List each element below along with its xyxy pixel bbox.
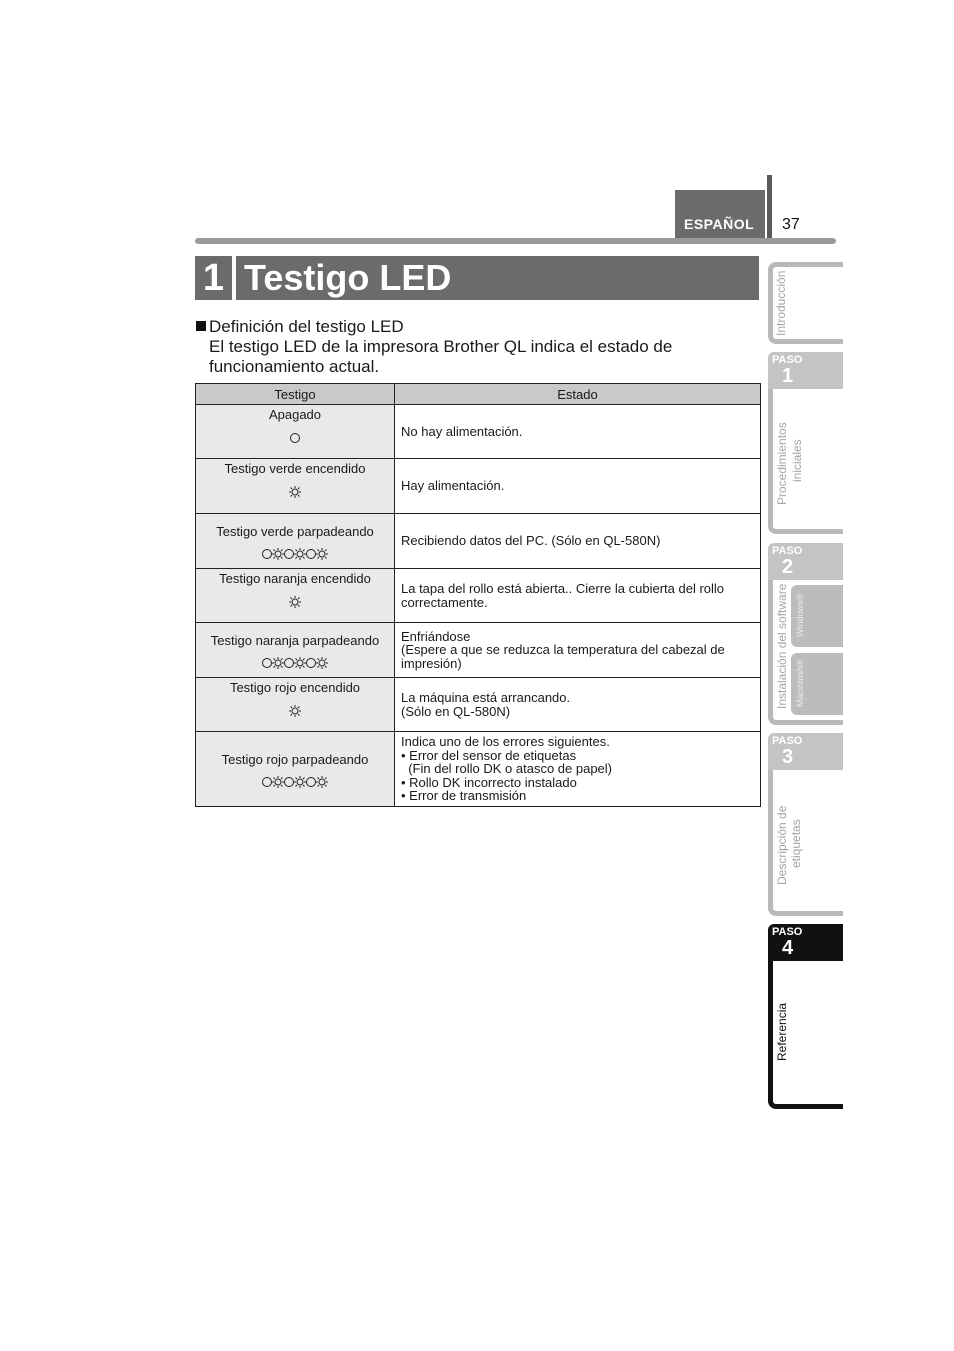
state-text: • Error de transmisión <box>401 788 527 804</box>
led-indicator-icons <box>196 430 394 444</box>
paso-2-label: Instalación del software <box>775 583 789 709</box>
state-text: (Fin del rollo DK o atasco de papel) <box>401 761 612 777</box>
led-cell <box>196 514 395 569</box>
language-label: ESPAÑOL <box>675 190 765 238</box>
led-cell <box>196 405 395 459</box>
state-cell <box>395 623 761 678</box>
paso-3-label-2: etiquetas <box>789 819 803 868</box>
state-text: La tapa del rollo está abierta.. Cierre la cubierta del rollo <box>401 580 725 596</box>
header-divider <box>767 175 772 243</box>
state-text: (Espere a que se reduzca la temperatura del cabezal de <box>401 642 725 658</box>
column-header-state: Estado <box>395 384 761 405</box>
paso-4-label: Referencia <box>775 1002 789 1061</box>
state-text: Enfriándose <box>401 628 471 644</box>
state-cell <box>395 732 761 807</box>
subtab-windows[interactable] <box>791 585 843 647</box>
page-number: 37 <box>782 216 800 233</box>
led-cell <box>196 459 395 514</box>
state-text: • Error del sensor de etiquetas <box>401 747 577 763</box>
table-row <box>196 514 761 569</box>
led-off-icon <box>262 777 272 787</box>
led-off-icon <box>306 658 316 668</box>
intro-heading: Definición del testigo LED <box>209 317 404 336</box>
led-indicator-icons <box>196 594 394 608</box>
state-text: Indica uno de los errores siguientes. <box>401 734 610 750</box>
table-row <box>196 459 761 514</box>
led-on-icon <box>294 655 306 670</box>
led-table-body <box>196 405 761 807</box>
led-off-icon <box>284 777 294 787</box>
section-number: 1 <box>195 256 232 300</box>
paso-1-header <box>768 352 843 389</box>
paso-3-number: 3 <box>782 746 794 768</box>
led-table <box>195 383 761 807</box>
led-name: Apagado <box>268 407 322 422</box>
table-row <box>196 405 761 459</box>
state-cell <box>395 459 761 514</box>
paso-1-number: 1 <box>782 365 794 387</box>
subtab-macintosh-label: Macintosh® <box>795 659 805 707</box>
state-text: Recibiendo datos del PC. (Sólo en QL-580N) <box>401 533 661 549</box>
paso-4-header <box>768 924 843 961</box>
led-off-icon <box>262 658 272 668</box>
subtab-windows-label: Windows® <box>795 593 805 637</box>
table-row <box>196 623 761 678</box>
led-off-icon <box>306 549 316 559</box>
led-on-icon <box>289 593 301 608</box>
led-name: Testigo verde parpadeando <box>216 523 374 539</box>
led-indicator-icons <box>196 547 394 561</box>
table-row <box>196 569 761 623</box>
paso-1-label-2: iniciales <box>790 439 804 482</box>
column-header-led: Testigo <box>196 384 395 405</box>
paso-3-label-1: Descripción de <box>775 805 789 885</box>
led-on-icon <box>272 655 284 670</box>
state-cell <box>395 514 761 569</box>
state-text: (Sólo en QL-580N) <box>401 703 511 719</box>
led-on-icon <box>272 774 284 789</box>
paso-3-word: PASO <box>772 735 803 747</box>
led-on-icon <box>316 655 328 670</box>
led-name: Testigo naranja encendido <box>219 571 371 586</box>
led-off-icon <box>262 549 272 559</box>
led-on-icon <box>294 774 306 789</box>
paso-4-word: PASO <box>772 926 803 938</box>
state-text: Hay alimentación. <box>401 478 505 494</box>
led-indicator-icons <box>196 775 394 789</box>
section-title: Testigo LED <box>236 256 759 300</box>
intro <box>196 317 756 377</box>
state-text: No hay alimentación. <box>401 423 523 439</box>
led-on-icon <box>316 546 328 561</box>
intro-body: El testigo LED de la impresora Brother QL indica el estado de funcionamiento actual. <box>209 337 673 376</box>
header-rule <box>195 238 836 244</box>
paso-2-header <box>768 543 843 580</box>
led-cell <box>196 569 395 623</box>
state-text: • Rollo DK incorrecto instalado <box>401 774 577 790</box>
led-off-icon <box>284 549 294 559</box>
paso-3-header <box>768 733 843 770</box>
table-row <box>196 678 761 732</box>
led-cell <box>196 678 395 732</box>
square-bullet-icon <box>196 321 206 331</box>
state-text: correctamente. <box>401 594 488 610</box>
led-indicator-icons <box>196 656 394 670</box>
paso-1-word: PASO <box>772 354 803 366</box>
led-name: Testigo naranja parpadeando <box>210 632 380 648</box>
table-header-row <box>196 384 761 405</box>
paso-2-number: 2 <box>782 556 794 578</box>
led-on-icon <box>316 774 328 789</box>
led-name: Testigo rojo encendido <box>229 680 361 695</box>
state-cell <box>395 569 761 623</box>
paso-2-word: PASO <box>772 545 803 557</box>
subtab-macintosh[interactable] <box>791 653 843 715</box>
led-name: Testigo rojo parpadeando <box>221 751 369 767</box>
paso-4-number: 4 <box>782 937 794 959</box>
state-text: La máquina está arrancando. <box>401 689 571 705</box>
led-name: Testigo verde encendido <box>224 461 366 476</box>
led-cell <box>196 623 395 678</box>
led-off-icon <box>306 777 316 787</box>
led-off-icon <box>284 658 294 668</box>
table-row <box>196 732 761 807</box>
led-indicator-icons <box>196 484 394 498</box>
led-on-icon <box>289 483 301 498</box>
led-off-icon <box>290 433 300 443</box>
led-indicator-icons <box>196 703 394 717</box>
state-cell <box>395 405 761 459</box>
tab-introduccion-label: Introducción <box>774 270 788 336</box>
paso-1-label-1: Procedimientos <box>775 422 789 505</box>
state-text: impresión) <box>401 655 462 671</box>
led-on-icon <box>289 702 301 717</box>
led-on-icon <box>294 546 306 561</box>
led-on-icon <box>272 546 284 561</box>
intro-heading-line <box>196 317 756 337</box>
led-cell <box>196 732 395 807</box>
state-cell <box>395 678 761 732</box>
